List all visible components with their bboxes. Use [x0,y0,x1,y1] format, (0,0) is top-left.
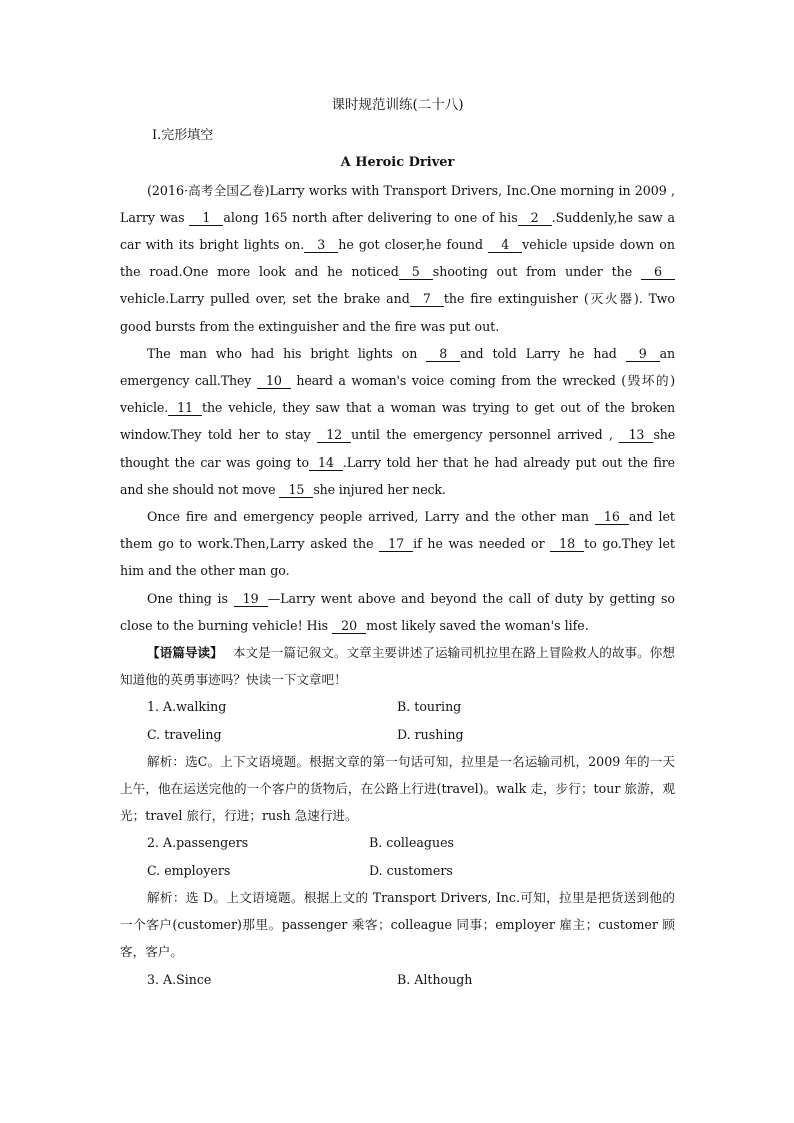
question-2-options-row-2 [120,857,675,884]
cloze-blank-4[interactable]: 4 [488,238,522,253]
guide-tag: 【语篇导读】 [147,645,223,661]
passage-text: most likely saved the woman's life. [366,617,589,633]
passage-text: heard a woman's voice coming from the wrecked (毁坏的) vehicle. [120,373,676,416]
cloze-blank-16[interactable]: 16 [595,510,629,525]
question-1-option-d[interactable]: D. rushing [397,726,464,742]
passage-text: and let them go to work.Then,Larry asked the [120,509,675,552]
cloze-blank-12[interactable]: 12 [317,428,351,443]
question-2-option-c[interactable]: C. employers [147,862,231,878]
cloze-blank-19[interactable]: 19 [234,592,268,607]
cloze-blank-6[interactable]: 6 [641,265,675,280]
cloze-blank-1[interactable]: 1 [189,211,223,226]
question-1-option-b[interactable]: B. touring [397,699,462,715]
passage-text: he got closer,he found [338,237,489,253]
cloze-blank-2[interactable]: 2 [518,211,552,226]
passage-text: and told Larry he had [460,345,626,361]
cloze-blank-13[interactable]: 13 [619,428,653,443]
passage-text: vehicle upside down on the road.One more look and he noticed [120,237,676,280]
passage-text: she injured her neck. [313,481,446,497]
passage-text: vehicle.Larry pulled over, set the brake and [120,291,410,307]
passage-paragraph [120,340,675,503]
passage-paragraph [120,585,675,639]
passage-text: an emergency call.They [120,345,675,389]
question-1-analysis: 解析：选C。上下文语境题。根据文章的第一句话可知，拉里是一名运输司机，2009 年的一天上午，他在运送完他的一个客户的货物后，在公路上行进(travel)。walk 走，步行；tour 旅游，观光；travel 旅行，行进；rush 急速行进。 [120,753,675,824]
section-heading: Ⅰ.完形填空 [152,128,214,144]
cloze-blank-18[interactable]: 18 [550,537,584,552]
cloze-blank-20[interactable]: 20 [332,619,366,634]
cloze-blank-10[interactable]: 10 [257,374,291,389]
passage-text: One thing is [147,590,234,606]
question-2-option-d[interactable]: D. customers [369,862,453,878]
cloze-blank-9[interactable]: 9 [626,347,660,362]
question-2-option-b[interactable]: B. colleagues [369,835,455,851]
question-3-option-b[interactable]: B. Although [397,971,473,987]
cloze-blank-8[interactable]: 8 [426,347,460,362]
cloze-blank-11[interactable]: 11 [168,401,202,416]
passage-text: she thought the car was going to [120,427,676,470]
passage-text: —Larry went above and beyond the call of duty by getting so close to the burning vehicle! His [120,590,675,633]
passage-paragraph [120,503,675,585]
question-1-options-row-2 [120,721,675,748]
question-1-option-c[interactable]: C. traveling [147,726,222,742]
passage-text: the vehicle, they saw that a woman was trying to get out of the broken window.They told her to stay [120,400,675,443]
worksheet-page [120,92,675,993]
passage-text: The man who had his bright lights on [147,345,427,361]
passage-text: .Suddenly,he saw a car with its bright lights on. [120,209,675,253]
passage-text: along 165 north after delivering to one of his [223,209,518,225]
passage-paragraph [120,177,675,340]
question-3-options-row-1 [120,966,675,993]
passage-text: Once fire and emergency people arrived, Larry and the other man [147,509,595,525]
passage-text: (2016·高考全国乙卷)Larry works with Transport Drivers, Inc.One morning in 2009 , Larry was [120,182,675,225]
passage-title: A Heroic Driver [340,155,455,171]
question-2-option-a[interactable]: 2. A.passengers [147,835,249,851]
cloze-blank-14[interactable]: 14 [309,456,343,471]
passage-body [120,177,675,639]
page-title: 课时规范训练(二十八) [331,97,464,113]
passage-text: to go.They let him and the other man go. [120,536,675,579]
cloze-blank-7[interactable]: 7 [410,292,444,307]
cloze-blank-5[interactable]: 5 [399,265,433,280]
reading-guide [120,639,675,693]
cloze-blank-15[interactable]: 15 [279,483,313,498]
passage-text: .Larry told her that he had already put out the fire and she should not move [120,454,675,497]
question-2-analysis: 解析：选 D。上文语境题。根据上文的 Transport Drivers, Inc.可知，拉里是把货送到他的一个客户(customer)那里。passenger 乘客；colleague 同事；employer 雇主；customer 顾客，客户。 [120,889,675,960]
question-1-option-a[interactable]: 1. A.walking [147,699,227,715]
passage-text: the fire extinguisher (灭火器). Two good bursts from the extinguisher and the fire was put out. [120,291,675,334]
question-2-options-row-1 [120,829,675,856]
cloze-blank-17[interactable]: 17 [379,537,413,552]
cloze-blank-3[interactable]: 3 [304,238,338,253]
question-3-option-a[interactable]: 3. A.Since [147,971,212,987]
question-1-options-row-1 [120,693,675,720]
passage-text: if he was needed or [413,536,551,552]
guide-text: 本文是一篇记叙文。文章主要讲述了运输司机拉里在路上冒险救人的故事。你想知道他的英勇事迹吗？快读一下文章吧！ [120,645,676,688]
passage-text: shooting out from under the [432,264,642,280]
passage-text: until the emergency personnel arrived , [351,427,620,443]
